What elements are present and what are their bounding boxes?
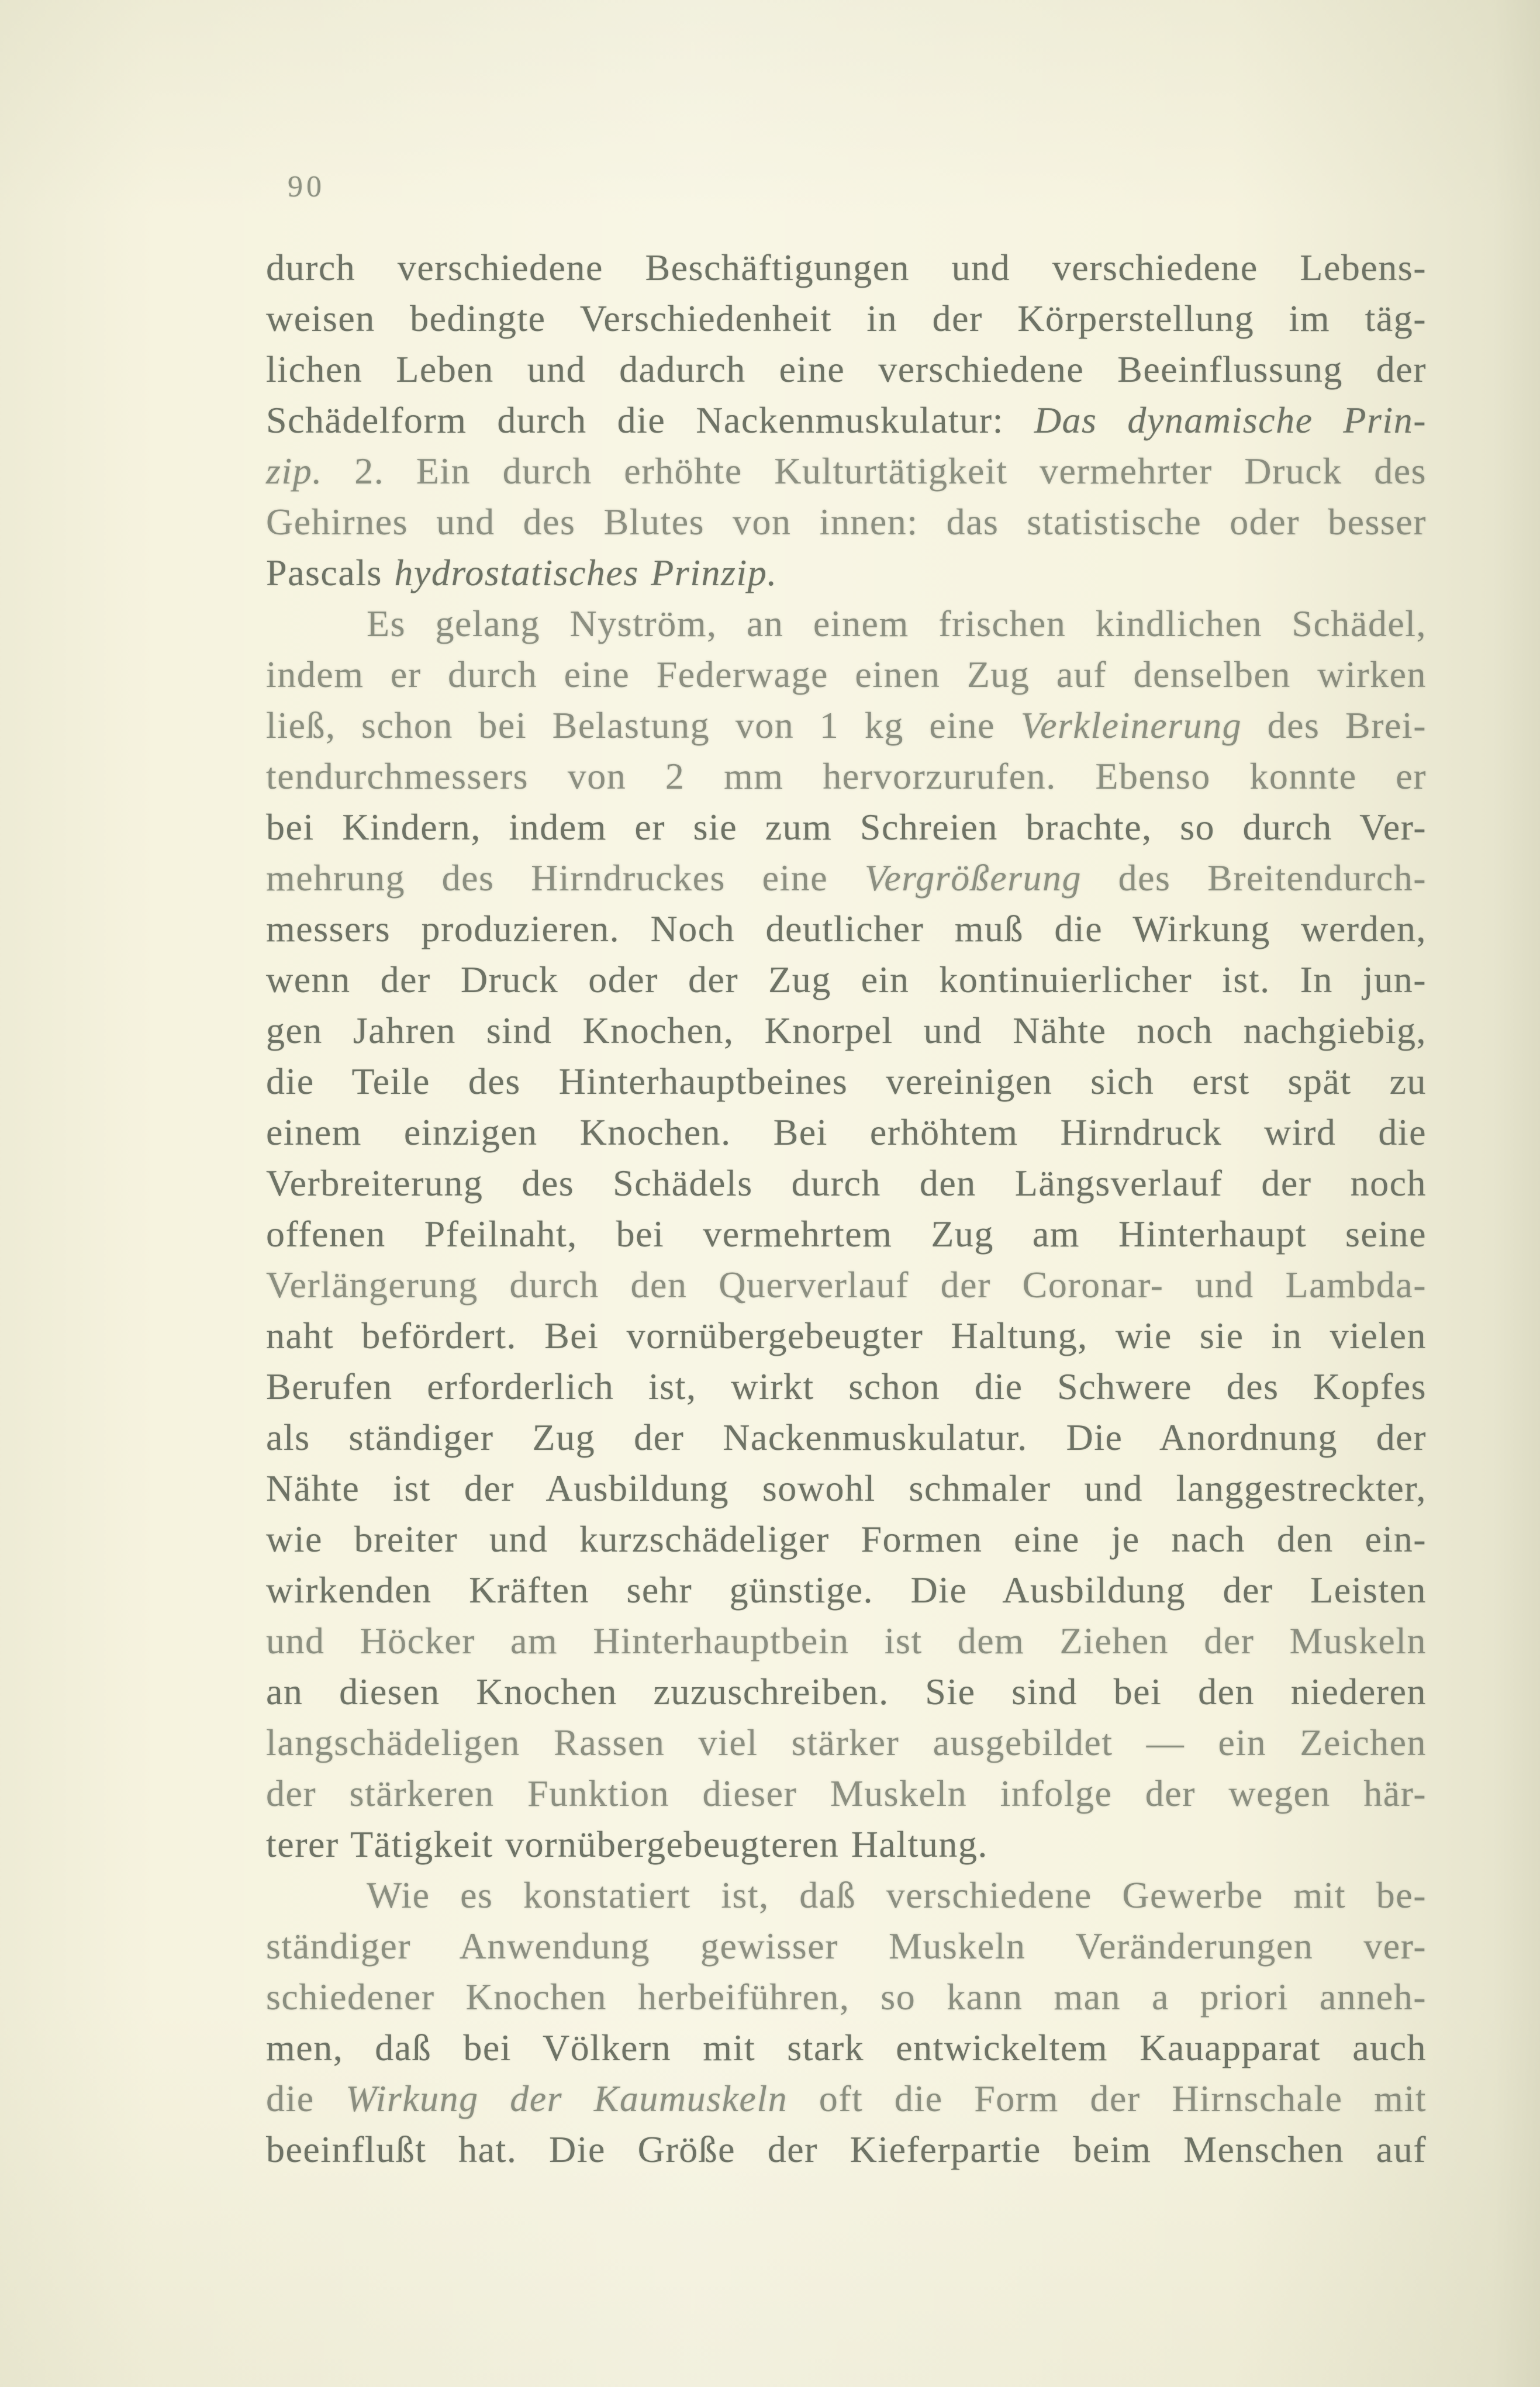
text-line [266,1514,1427,1564]
text-line [266,1666,1427,1717]
text-line [266,802,1427,852]
text-line [266,2022,1427,2073]
text-line [266,1870,1427,1920]
text-segment: Verbreiterung des Schädels durch den Längsverlauf der noch [266,1162,1427,1204]
italic-text: Verkleinerung [1020,704,1242,746]
text-line [266,1717,1427,1768]
text-line [266,954,1427,1005]
text-line [266,649,1427,700]
text-segment: Es gelang Nyström, an einem frischen kindlichen Schädel, [367,603,1427,644]
text-line [266,1412,1427,1463]
text-segment: lichen Leben und dadurch eine verschiedene Beeinflussung der [266,348,1427,390]
text-segment: langschädeligen Rassen viel stärker ausgebildet — ein Zeichen [266,1722,1427,1763]
text-segment: ständiger Anwendung gewisser Muskeln Veränderungen ver- [266,1925,1427,1967]
text-segment: messers produzieren. Noch deutlicher muß die Wirkung werden, [266,908,1427,949]
text-segment: terer Tätigkeit vornübergebeugteren Haltung. [266,1823,988,1865]
italic-text: hydrostatisches Prinzip. [394,552,778,593]
text-line [266,1158,1427,1208]
text-segment: wie breiter und kurzschädeliger Formen eine je nach den ein- [266,1518,1427,1560]
text-line [266,293,1427,344]
text-segment: der stärkeren Funktion dieser Muskeln infolge der wegen här- [266,1773,1427,1814]
text-line [266,1056,1427,1107]
text-segment: Wie es konstatiert ist, daß verschiedene Gewerbe mit be- [367,1874,1427,1916]
text-line [266,1005,1427,1056]
text-line [266,1310,1427,1361]
text-line [266,445,1427,496]
text-segment: als ständiger Zug der Nackenmuskulatur. Die Anordnung der [266,1417,1427,1458]
text-segment: bei Kindern, indem er sie zum Schreien brachte, so durch Ver- [266,806,1427,848]
text-segment: naht befördert. Bei vornübergebeugter Haltung, wie sie in vielen [266,1315,1427,1356]
text-line [266,1615,1427,1666]
text-segment: weisen bedingte Verschiedenheit in der Körperstellung im täg- [266,298,1427,339]
text-line [266,344,1427,395]
text-segment: Pascals [266,552,395,593]
text-segment: die Teile des Hinterhauptbeines vereinigen sich erst spät zu [266,1060,1427,1102]
text-line [266,1768,1427,1819]
text-line [266,751,1427,802]
text-segment: an diesen Knochen zuzuschreiben. Sie sind bei den niederen [266,1671,1427,1712]
text-segment: Berufen erforderlich ist, wirkt schon die Schwere des Kopfes [266,1366,1427,1407]
text-line [266,242,1427,293]
italic-text: Vergrößerung [864,857,1082,899]
text-line [266,547,1427,598]
text-segment: des Breitendurch- [1082,857,1427,899]
page-number: 90 [288,170,325,203]
italic-text: zip. [266,450,323,492]
text-segment: die [266,2078,346,2119]
text-segment: ließ, schon bei Belastung von 1 kg eine [266,704,1021,746]
text-line [266,395,1427,445]
text-segment: Verlängerung durch den Querverlauf der Coronar- und Lambda- [266,1264,1427,1305]
text-line [266,1920,1427,1971]
text-segment: und Höcker am Hinterhauptbein ist dem Ziehen der Muskeln [266,1620,1427,1661]
text-segment: beeinflußt hat. Die Größe der Kieferpartie beim Menschen auf [266,2129,1427,2170]
text-segment: 2. Ein durch erhöhte Kulturtätigkeit vermehrter Druck des [322,450,1427,492]
text-line [266,2124,1427,2175]
text-segment: wenn der Druck oder der Zug ein kontinuierlicher ist. In jun- [266,959,1427,1000]
text-line [266,496,1427,547]
text-segment: men, daß bei Völkern mit stark entwickeltem Kauapparat auch [266,2027,1427,2068]
text-segment: durch verschiedene Beschäftigungen und verschiedene Lebens- [266,247,1427,288]
text-segment: indem er durch eine Federwage einen Zug auf denselben wirken [266,654,1427,695]
text-segment: tendurchmessers von 2 mm hervorzurufen. Ebenso konnte er [266,755,1427,797]
text-line [266,1463,1427,1514]
text-line [266,1259,1427,1310]
text-line [266,903,1427,954]
text-line [266,1819,1427,1870]
text-segment: mehrung des Hirndruckes eine [266,857,865,899]
body-text-block [266,242,1427,2175]
text-segment: offenen Pfeilnaht, bei vermehrtem Zug am Hinterhaupt seine [266,1213,1427,1255]
text-segment: des Brei- [1242,704,1427,746]
text-line [266,852,1427,903]
text-segment: Gehirnes und des Blutes von innen: das statistische oder besser [266,501,1427,543]
text-segment: schiedener Knochen herbeiführen, so kann man a priori anneh- [266,1976,1427,2018]
text-line [266,1564,1427,1615]
text-line [266,700,1427,751]
text-line [266,2073,1427,2124]
text-line [266,1107,1427,1158]
text-segment: Nähte ist der Ausbildung sowohl schmaler und langgestreckter, [266,1467,1427,1509]
italic-text: Wirkung der Kaumuskeln [346,2078,788,2119]
text-segment: gen Jahren sind Knochen, Knorpel und Nähte noch nachgiebig, [266,1010,1427,1051]
text-line [266,1361,1427,1412]
text-line [266,598,1427,649]
text-line [266,1971,1427,2022]
text-segment: wirkenden Kräften sehr günstige. Die Ausbildung der Leisten [266,1569,1427,1611]
text-segment: einem einzigen Knochen. Bei erhöhtem Hirndruck wird die [266,1111,1427,1153]
text-segment: Schädelform durch die Nackenmuskulatur: [266,399,1034,441]
text-segment: oft die Form der Hirnschale mit [788,2078,1427,2119]
italic-text: Das dynamische Prin- [1034,399,1427,441]
text-line [266,1208,1427,1259]
